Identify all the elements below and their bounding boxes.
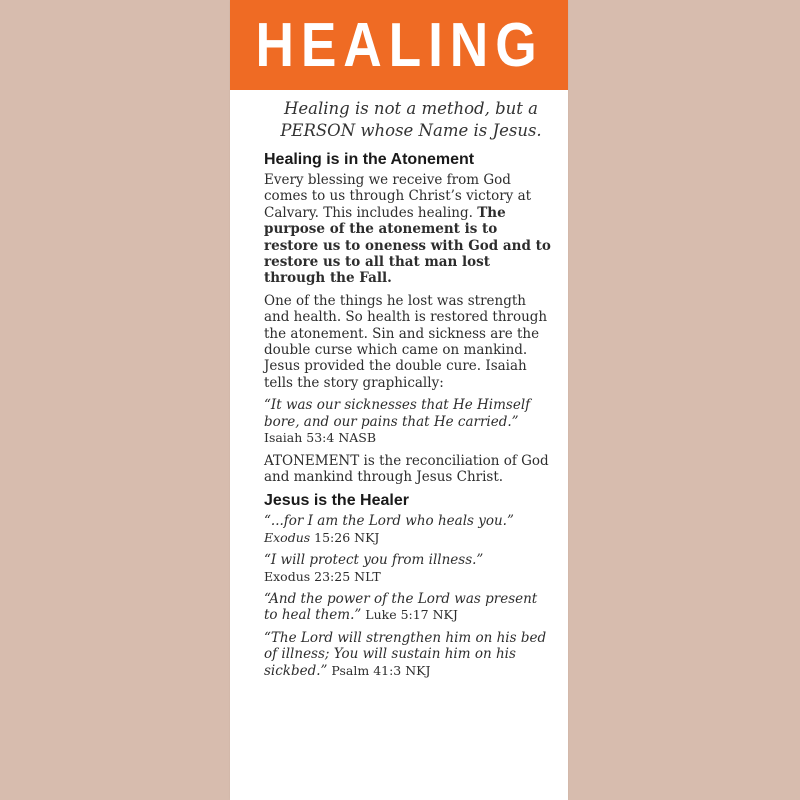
section-heading-atonement: Healing is in the Atonement: [264, 151, 475, 168]
banner-title: HEALING: [254, 11, 544, 80]
scripture-ref: 15:26 NKJ: [310, 529, 380, 545]
title-banner: [230, 0, 568, 90]
scripture-ref: Exodus 23:25 NLT: [264, 568, 381, 584]
tagline: Healing is not a method, but a PERSON whose Name is Jesus.: [280, 99, 542, 140]
scripture-quote-text: “And the power of the Lord was present to heal them.”: [264, 590, 538, 624]
scripture-quote-text: “The Lord will strengthen him on his bed of illness; You will sustain him on his sickbed.”: [264, 629, 547, 679]
isaiah-quote-text: “It was our sicknesses that He Himself bore, and our pains that He carried.”: [264, 397, 531, 430]
paragraph-blessing: [264, 172, 552, 287]
scripture-quote-text: “I will protect you from illness.”: [264, 552, 484, 569]
scripture-quote: [264, 630, 552, 679]
isaiah-quote: [264, 397, 552, 446]
scripture-ref: Luke 5:17 NKJ: [361, 607, 458, 623]
scripture-ref: Psalm 41:3 NKJ: [327, 662, 431, 678]
tract-card: [230, 0, 568, 800]
scripture-ref-book: Exodus: [264, 529, 311, 545]
paragraph-atonement-definition: ATONEMENT is the reconciliation of God and mankind through Jesus Christ.: [264, 452, 549, 485]
paragraph-blessing-text: Every blessing we receive from God comes to us through Christ’s victory at Calvary. This includes healing.: [264, 172, 532, 221]
tract-content: [230, 90, 568, 679]
scripture-quote: [264, 591, 552, 624]
paragraph-strength: One of the things he lost was strength and health. So health is restored through the atonement. Sin and sickness are the double curse which came on mankind. Jesus provided the double cure. Isaiah tells the story graphically:: [264, 292, 548, 391]
scripture-quote-text: “...for I am the Lord who heals you.”: [264, 513, 514, 530]
isaiah-quote-ref: Isaiah 53:4 NASB: [264, 430, 377, 446]
scripture-quote: [264, 552, 552, 585]
paragraph-purpose-text: The purpose of the atonement is to restore us to oneness with God and to restore us to all that man lost through the Fall.: [264, 204, 551, 287]
section-heading-healer: Jesus is the Healer: [264, 492, 409, 510]
scripture-quote: [264, 513, 552, 546]
